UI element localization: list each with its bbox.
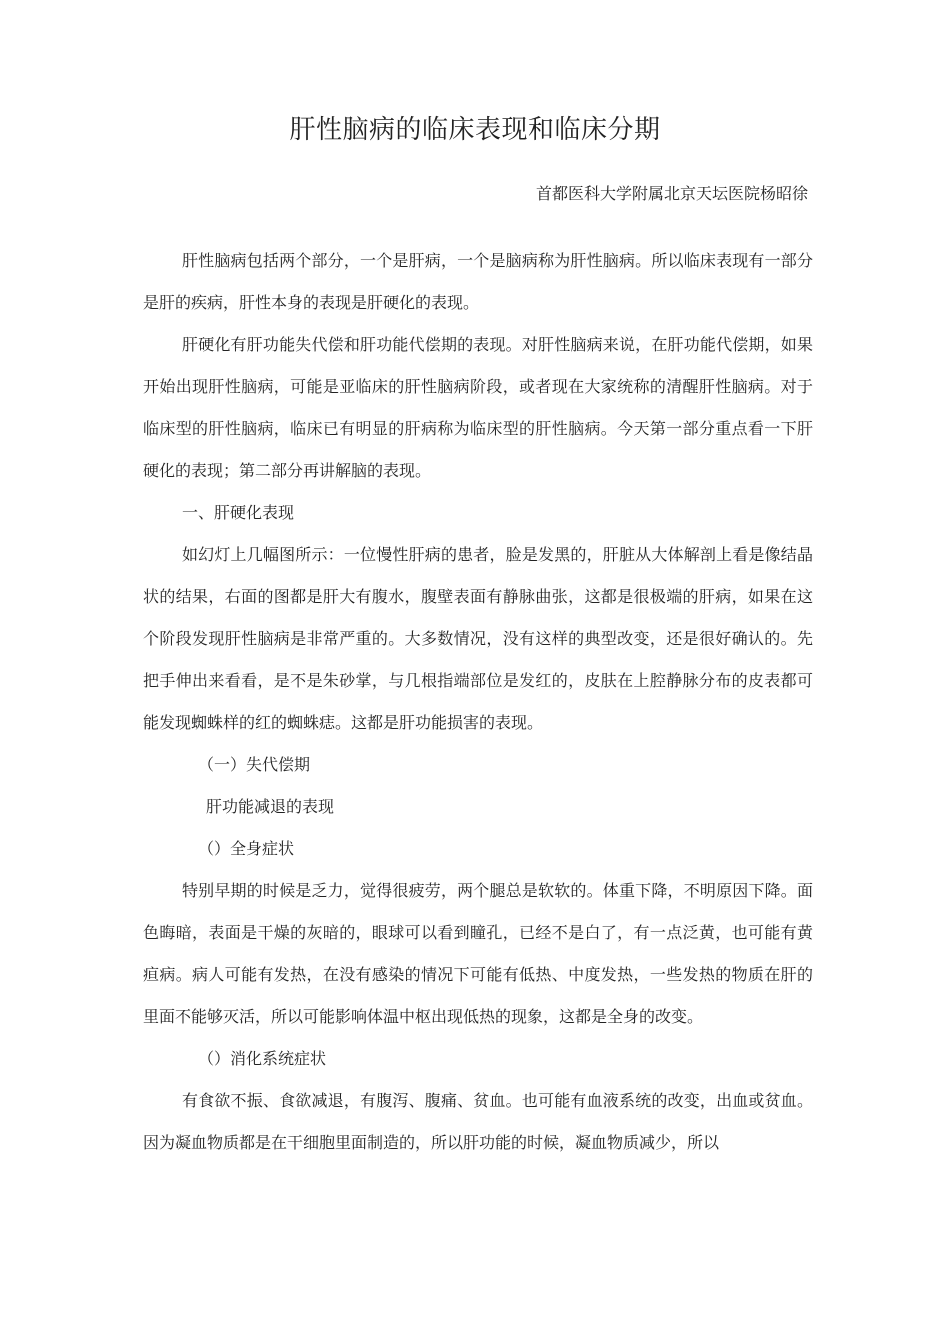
paragraph-slides: 如幻灯上几幅图所示：一位慢性肝病的患者，脸是发黑的，肝脏从大体解剖上看是像结晶状的结果，右面的图都是肝大有腹水，腹壁表面有静脉曲张，这都是很极端的肝病，如果在这个阶段发现肝性脑病是非常严重的。大多数情况，没有这样的典型改变，还是很好确认的。先把手伸出来看看，是不是朱砂掌，与几根指端部位是发红的，皮肤在上腔静脉分布的皮表都可能发现蜘蛛样的红的蜘蛛痣。这都是肝功能损害的表现。 xyxy=(143,545,813,732)
document-author: 首都医科大学附属北京天坛医院杨昭徐 xyxy=(535,184,808,203)
paragraph-digestive-symptoms: 有食欲不振、食欲减退，有腹泻、腹痛、贫血。也可能有血液系统的改变，出血或贫血。因为凝血物质都是在干细胞里面制造的，所以肝功能的时候，凝血物质减少，所以 xyxy=(143,1091,813,1152)
subheading-digestive-symptoms: （）消化系统症状 xyxy=(198,1049,327,1068)
document-body xyxy=(143,240,813,1164)
subheading-systemic-symptoms: （）全身症状 xyxy=(198,839,295,858)
section-heading-cirrhosis: 一、肝硬化表现 xyxy=(182,503,295,522)
paragraph-systemic-symptoms: 特别早期的时候是乏力，觉得很疲劳，两个腿总是软软的。体重下降，不明原因下降。面色晦暗，表面是干燥的灰暗的，眼球可以看到瞳孔，已经不是白了，有一点泛黄，也可能有黄疸病。病人可能有发热，在没有感染的情况下可能有低热、中度发热，一些发热的物质在肝的里面不能够灭活，所以可能影响体温中枢出现低热的现象，这都是全身的改变。 xyxy=(143,881,813,1026)
paragraph-cirrhosis-stages: 肝硬化有肝功能失代偿和肝功能代偿期的表现。对肝性脑病来说，在肝功能代偿期，如果开始出现肝性脑病，可能是亚临床的肝性脑病阶段，或者现在大家统称的清醒肝性脑病。对于临床型的肝性脑病，临床已有明显的肝病称为临床型的肝性脑病。今天第一部分重点看一下肝硬化的表现；第二部分再讲解脑的表现。 xyxy=(143,335,813,480)
paragraph-intro: 肝性脑病包括两个部分，一个是肝病，一个是脑病称为肝性脑病。所以临床表现有一部分是肝的疾病，肝性本身的表现是肝硬化的表现。 xyxy=(143,251,813,312)
document-title: 肝性脑病的临床表现和临床分期 xyxy=(289,115,661,145)
subsection-heading-decompensated: （一）失代偿期 xyxy=(198,755,311,774)
subheading-liver-function-decline: 肝功能减退的表现 xyxy=(206,797,335,816)
